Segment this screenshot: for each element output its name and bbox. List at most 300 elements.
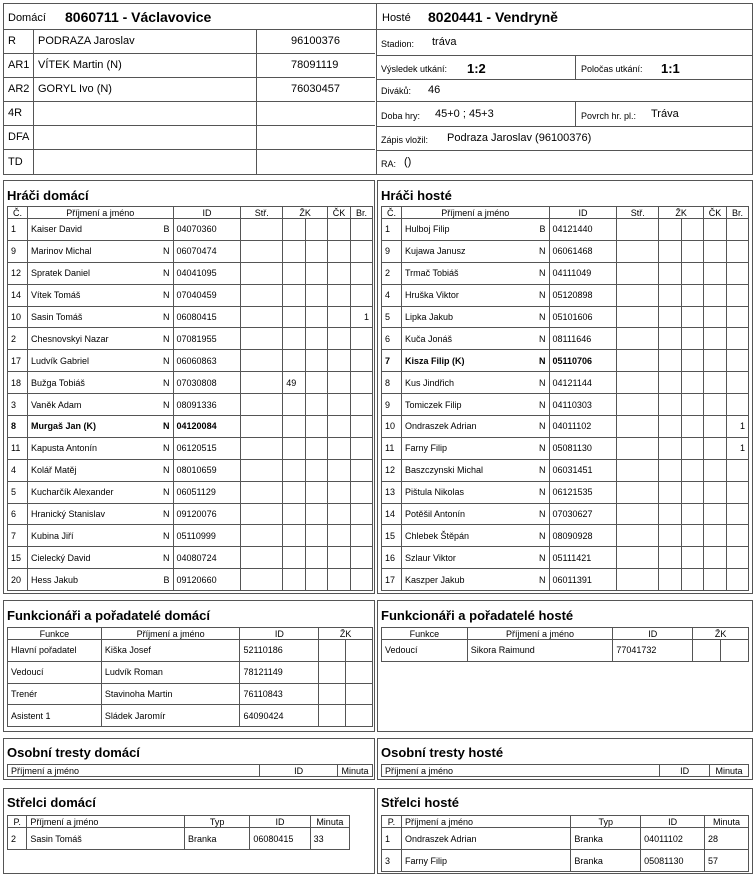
- player-goals: [617, 547, 659, 569]
- player-number: 17: [382, 569, 402, 591]
- player-name: [27, 525, 173, 547]
- player-id: 04080724: [173, 547, 241, 569]
- player-number: 3: [8, 394, 28, 416]
- player-scored: [726, 547, 748, 569]
- player-yellow-1: [659, 459, 682, 481]
- player-name: [401, 437, 549, 459]
- player-name-text: Kujawa Janusz: [404, 246, 466, 257]
- player-yellow-2: [306, 219, 328, 241]
- player-id: 05101606: [549, 306, 617, 328]
- player-id: 05110706: [549, 350, 617, 372]
- functionary-zk-1: [693, 640, 721, 662]
- col-id: ID: [613, 628, 693, 640]
- player-name-text: Kus Jindřich: [404, 377, 454, 388]
- functionary-id: 77041732: [613, 640, 693, 662]
- player-goals: [617, 525, 659, 547]
- col-id: ID: [173, 207, 241, 219]
- player-red: [328, 262, 351, 284]
- player-number: 14: [8, 284, 28, 306]
- player-yellow-2: [682, 372, 704, 394]
- player-id: 06011391: [549, 569, 617, 591]
- player-name-text: Kaszper Jakub: [404, 574, 465, 585]
- home-penalties-section: [3, 738, 375, 780]
- player-number: 6: [8, 503, 28, 525]
- player-number: 4: [8, 459, 28, 481]
- player-flag: N: [539, 443, 546, 454]
- player-yellow-1: [283, 240, 306, 262]
- player-number: 16: [382, 547, 402, 569]
- official-name: VÍTEK Martin (N): [38, 59, 122, 71]
- scorer-row: [8, 828, 350, 850]
- functionary-name: Sládek Jaromír: [101, 705, 240, 727]
- home-players-table: [7, 206, 373, 591]
- player-goals: [241, 437, 283, 459]
- official-id: 76030457: [291, 83, 340, 95]
- player-goals: [617, 481, 659, 503]
- player-yellow-2: [306, 437, 328, 459]
- col-number: Č.: [8, 207, 28, 219]
- player-red: [704, 569, 727, 591]
- player-number: 14: [382, 503, 402, 525]
- player-id: 06031451: [549, 459, 617, 481]
- player-name-text: Spratek Daniel: [30, 268, 91, 279]
- player-id: 04111049: [549, 262, 617, 284]
- player-yellow-1: 49: [283, 372, 306, 394]
- player-name: [401, 262, 549, 284]
- scorer-type: Branka: [185, 828, 250, 850]
- functionary-id: 64090424: [240, 705, 319, 727]
- player-goals: [617, 459, 659, 481]
- col-id: ID: [549, 207, 617, 219]
- scorer-type: Branka: [571, 828, 641, 850]
- player-goals: [241, 350, 283, 372]
- player-name-text: Chesnovskyi Nazar: [30, 333, 109, 344]
- player-row: [382, 525, 749, 547]
- functionary-zk-1: [319, 705, 346, 727]
- player-number: 10: [8, 306, 28, 328]
- player-id: 06080415: [173, 306, 241, 328]
- player-id: 04041095: [173, 262, 241, 284]
- player-red: [704, 350, 727, 372]
- official-id: 78091119: [291, 59, 339, 71]
- player-flag: N: [539, 530, 546, 541]
- player-row: [382, 503, 749, 525]
- player-red: [328, 328, 351, 350]
- player-yellow-1: [659, 394, 682, 416]
- col-minute: Minuta: [705, 816, 749, 828]
- player-yellow-2: [306, 240, 328, 262]
- player-scored: [350, 284, 372, 306]
- player-red: [328, 459, 351, 481]
- player-name-text: Sasin Tomáš: [30, 312, 83, 322]
- halftime-label: Poločas utkání:: [581, 64, 643, 74]
- player-scored: [726, 284, 748, 306]
- col-str: Stř.: [617, 207, 659, 219]
- col-p: P.: [8, 816, 27, 828]
- player-goals: [617, 350, 659, 372]
- player-row: [382, 262, 749, 284]
- col-minute: Minuta: [710, 765, 749, 777]
- player-red: [328, 569, 351, 591]
- player-name-text: Lipka Jakub: [404, 312, 454, 322]
- player-yellow-1: [283, 350, 306, 372]
- player-row: [8, 372, 373, 394]
- player-id: 05081130: [549, 437, 617, 459]
- player-goals: [617, 394, 659, 416]
- col-zk: ŽK: [283, 207, 328, 219]
- col-type: Typ: [571, 816, 641, 828]
- player-id: 09120660: [173, 569, 241, 591]
- player-id: 06060863: [173, 350, 241, 372]
- player-goals: [617, 503, 659, 525]
- player-red: [704, 240, 727, 262]
- player-name: [27, 394, 173, 416]
- player-name-text: Kapusta Antonín: [30, 443, 98, 454]
- col-id: ID: [240, 628, 319, 640]
- player-flag: N: [539, 268, 546, 279]
- player-id: 04110303: [549, 394, 617, 416]
- home-scorers-section: [3, 788, 375, 874]
- col-p: P.: [382, 816, 402, 828]
- player-name-text: Hranický Stanislav: [30, 509, 105, 520]
- player-flag: N: [163, 377, 170, 388]
- player-scored: [726, 240, 748, 262]
- player-row: [382, 350, 749, 372]
- player-scored: 1: [726, 416, 748, 438]
- player-row: [382, 219, 749, 241]
- player-scored: [350, 350, 372, 372]
- functionary-zk-1: [319, 661, 346, 683]
- player-red: [328, 306, 351, 328]
- player-name-text: Kolář Matěj: [30, 465, 77, 476]
- player-name-text: Hess Jakub: [30, 574, 78, 585]
- functionary-role: Asistent 1: [8, 705, 102, 727]
- player-yellow-1: [659, 240, 682, 262]
- player-goals: [617, 219, 659, 241]
- functionary-role: Vedoucí: [382, 640, 468, 662]
- player-name-text: Pištula Nikolas: [404, 487, 464, 498]
- player-goals: [617, 416, 659, 438]
- away-scorers-title: Střelci hosté: [381, 795, 460, 810]
- player-yellow-2: [682, 350, 704, 372]
- player-name: [27, 481, 173, 503]
- scorer-minute: 57: [705, 850, 749, 872]
- player-red: [704, 503, 727, 525]
- player-red: [328, 350, 351, 372]
- player-name: [27, 240, 173, 262]
- player-red: [704, 437, 727, 459]
- player-yellow-1: [659, 481, 682, 503]
- functionary-id: 76110843: [240, 683, 319, 705]
- col-id: ID: [660, 765, 710, 777]
- player-yellow-2: [306, 503, 328, 525]
- scorer-id: 06080415: [250, 828, 310, 850]
- player-id: 04120084: [173, 416, 241, 438]
- player-id: 08010659: [173, 459, 241, 481]
- functionary-zk-1: [319, 640, 346, 662]
- player-name: [401, 416, 549, 438]
- player-yellow-1: [283, 525, 306, 547]
- player-yellow-1: [283, 437, 306, 459]
- player-name: [401, 284, 549, 306]
- col-id: ID: [250, 816, 310, 828]
- player-flag: N: [163, 312, 170, 322]
- player-red: [328, 547, 351, 569]
- scorer-id: 05081130: [641, 850, 705, 872]
- player-goals: [241, 503, 283, 525]
- player-row: [8, 219, 373, 241]
- player-flag: N: [163, 268, 170, 279]
- player-yellow-2: [682, 306, 704, 328]
- player-id: 08111646: [549, 328, 617, 350]
- functionary-role: Hlavní pořadatel: [8, 640, 102, 662]
- player-row: [382, 328, 749, 350]
- functionary-role: Trenér: [8, 683, 102, 705]
- player-scored: [350, 503, 372, 525]
- player-scored: [350, 437, 372, 459]
- player-name: [401, 569, 549, 591]
- player-yellow-1: [283, 328, 306, 350]
- player-id: 04121144: [549, 372, 617, 394]
- player-goals: [617, 240, 659, 262]
- player-id: 06051129: [173, 481, 241, 503]
- player-number: 20: [8, 569, 28, 591]
- result-value: 1:2: [467, 61, 486, 76]
- col-name: Příjmení a jméno: [27, 816, 185, 828]
- player-scored: [726, 306, 748, 328]
- player-red: [328, 394, 351, 416]
- player-row: [8, 569, 373, 591]
- official-role: 4R: [8, 107, 23, 119]
- player-name: [27, 350, 173, 372]
- functionary-zk-2: [346, 640, 373, 662]
- player-name-text: Cielecký David: [30, 552, 91, 563]
- player-yellow-1: [283, 481, 306, 503]
- player-yellow-1: [283, 262, 306, 284]
- col-name: Příjmení a jméno: [382, 765, 660, 777]
- player-row: [382, 240, 749, 262]
- player-flag: N: [539, 399, 546, 410]
- player-name-text: Vaněk Adam: [30, 399, 82, 410]
- player-red: [704, 525, 727, 547]
- official-id: 96100376: [291, 35, 340, 47]
- player-name-text: Marinov Michal: [30, 246, 92, 257]
- player-number: 12: [382, 459, 402, 481]
- player-name: [27, 328, 173, 350]
- player-yellow-1: [659, 372, 682, 394]
- col-name: Příjmení a jméno: [27, 207, 173, 219]
- col-name: Příjmení a jméno: [101, 628, 240, 640]
- player-row: [382, 372, 749, 394]
- home-functionaries-section: [3, 600, 375, 732]
- player-number: 7: [8, 525, 28, 547]
- player-id: 07030627: [549, 503, 617, 525]
- player-number: 11: [8, 437, 28, 459]
- official-role: DFA: [8, 131, 30, 143]
- player-yellow-2: [306, 459, 328, 481]
- player-id: 06121535: [549, 481, 617, 503]
- player-name-text: Kuča Jonáš: [404, 333, 452, 344]
- player-scored: [350, 416, 372, 438]
- player-goals: [241, 481, 283, 503]
- player-yellow-2: [682, 328, 704, 350]
- player-name-text: Potěšil Antonín: [404, 509, 466, 520]
- player-yellow-2: [306, 372, 328, 394]
- player-scored: [350, 328, 372, 350]
- player-number: 15: [8, 547, 28, 569]
- away-functionaries-table: [381, 627, 749, 662]
- player-yellow-2: [306, 547, 328, 569]
- away-players-title: Hráči hosté: [381, 188, 452, 203]
- col-role: Funkce: [382, 628, 468, 640]
- player-name: [401, 350, 549, 372]
- scorer-name: Farny Filip: [401, 850, 570, 872]
- player-red: [704, 394, 727, 416]
- player-yellow-1: [283, 394, 306, 416]
- away-penalties-table: [381, 764, 749, 777]
- player-flag: N: [163, 355, 170, 366]
- scorer-p: 1: [382, 828, 402, 850]
- player-name: [401, 459, 549, 481]
- player-red: [704, 416, 727, 438]
- home-scorers-title: Střelci domácí: [7, 795, 96, 810]
- player-row: [8, 437, 373, 459]
- player-row: [8, 503, 373, 525]
- player-yellow-1: [283, 503, 306, 525]
- player-goals: [617, 284, 659, 306]
- player-id: 05111421: [549, 547, 617, 569]
- player-flag: N: [539, 312, 546, 322]
- player-row: [382, 284, 749, 306]
- player-scored: [726, 569, 748, 591]
- player-number: 13: [382, 481, 402, 503]
- ra-value: (): [404, 156, 412, 168]
- player-yellow-2: [306, 569, 328, 591]
- spectators-label: Diváků:: [381, 86, 412, 96]
- home-scorers-table: [7, 815, 350, 850]
- player-number: 8: [382, 372, 402, 394]
- col-name: Příjmení a jméno: [401, 816, 570, 828]
- halftime-value: 1:1: [661, 61, 680, 76]
- player-name-text: Murgaš Jan (K): [30, 421, 96, 432]
- player-number: 11: [382, 437, 402, 459]
- player-id: 09120076: [173, 503, 241, 525]
- player-yellow-1: [283, 569, 306, 591]
- scorer-minute: 28: [705, 828, 749, 850]
- player-name-text: Kisza Filip (K): [404, 355, 465, 366]
- player-scored: [350, 372, 372, 394]
- player-scored: [350, 394, 372, 416]
- player-name-text: Trmač Tobiáš: [404, 268, 459, 279]
- player-yellow-1: [283, 284, 306, 306]
- player-number: 2: [8, 328, 28, 350]
- player-yellow-2: [682, 284, 704, 306]
- player-name-text: Baszczynski Michal: [404, 465, 483, 476]
- player-scored: [350, 459, 372, 481]
- surface-value: Tráva: [651, 108, 679, 120]
- player-number: 1: [8, 219, 28, 241]
- player-id: 08090928: [549, 525, 617, 547]
- player-flag: N: [539, 574, 546, 585]
- functionary-name: Stavinoha Martin: [101, 683, 240, 705]
- col-str: Stř.: [241, 207, 283, 219]
- scorer-type: Branka: [571, 850, 641, 872]
- player-scored: [726, 372, 748, 394]
- player-goals: [241, 306, 283, 328]
- player-goals: [617, 328, 659, 350]
- surface-label: Povrch hr. pl.:: [581, 111, 637, 121]
- official-role: AR2: [8, 83, 30, 95]
- duration-label: Doba hry:: [381, 111, 421, 121]
- functionary-zk-2: [346, 661, 373, 683]
- player-number: 12: [8, 262, 28, 284]
- player-flag: N: [539, 487, 546, 498]
- player-name: [27, 437, 173, 459]
- stadium-value: tráva: [432, 36, 457, 48]
- scorer-id: 04011102: [641, 828, 705, 850]
- match-header: [3, 3, 753, 175]
- player-red: [704, 219, 727, 241]
- player-number: 17: [8, 350, 28, 372]
- official-name: PODRAZA Jaroslav: [38, 35, 135, 47]
- player-scored: [726, 219, 748, 241]
- player-row: [382, 437, 749, 459]
- player-scored: 1: [350, 306, 372, 328]
- functionary-name: Kiška Josef: [101, 640, 240, 662]
- col-type: Typ: [185, 816, 250, 828]
- player-yellow-2: [682, 481, 704, 503]
- col-zk: ŽK: [319, 628, 373, 640]
- player-id: 05120898: [549, 284, 617, 306]
- player-yellow-2: [306, 306, 328, 328]
- player-row: [382, 569, 749, 591]
- player-name: [27, 306, 173, 328]
- functionary-row: [8, 661, 373, 683]
- player-flag: N: [539, 333, 546, 344]
- ra-label: RA:: [381, 159, 397, 169]
- away-scorers-table: [381, 815, 749, 872]
- player-flag: N: [539, 421, 546, 432]
- player-yellow-2: [682, 547, 704, 569]
- player-red: [328, 525, 351, 547]
- player-id: 07030808: [173, 372, 241, 394]
- away-penalties-section: [377, 738, 753, 780]
- player-row: [8, 547, 373, 569]
- col-ck: ČK: [328, 207, 351, 219]
- player-id: 07081955: [173, 328, 241, 350]
- player-number: 6: [382, 328, 402, 350]
- player-row: [8, 525, 373, 547]
- player-number: 9: [8, 240, 28, 262]
- player-goals: [241, 525, 283, 547]
- player-yellow-1: [659, 437, 682, 459]
- player-id: 08091336: [173, 394, 241, 416]
- player-goals: [617, 306, 659, 328]
- player-name-text: Szlaur Viktor: [404, 552, 456, 563]
- player-row: [382, 306, 749, 328]
- player-name-text: Vítek Tomáš: [30, 290, 81, 301]
- player-goals: [617, 569, 659, 591]
- recorded-label: Zápis vložil:: [381, 135, 429, 145]
- player-yellow-2: [306, 525, 328, 547]
- home-penalties-table: [7, 764, 373, 777]
- home-functionaries-title: Funkcionáři a pořadatelé domácí: [7, 608, 210, 623]
- player-row: [8, 350, 373, 372]
- player-name-text: Ludvík Gabriel: [30, 355, 89, 366]
- player-row: [8, 459, 373, 481]
- player-yellow-2: [682, 394, 704, 416]
- player-name: [401, 219, 549, 241]
